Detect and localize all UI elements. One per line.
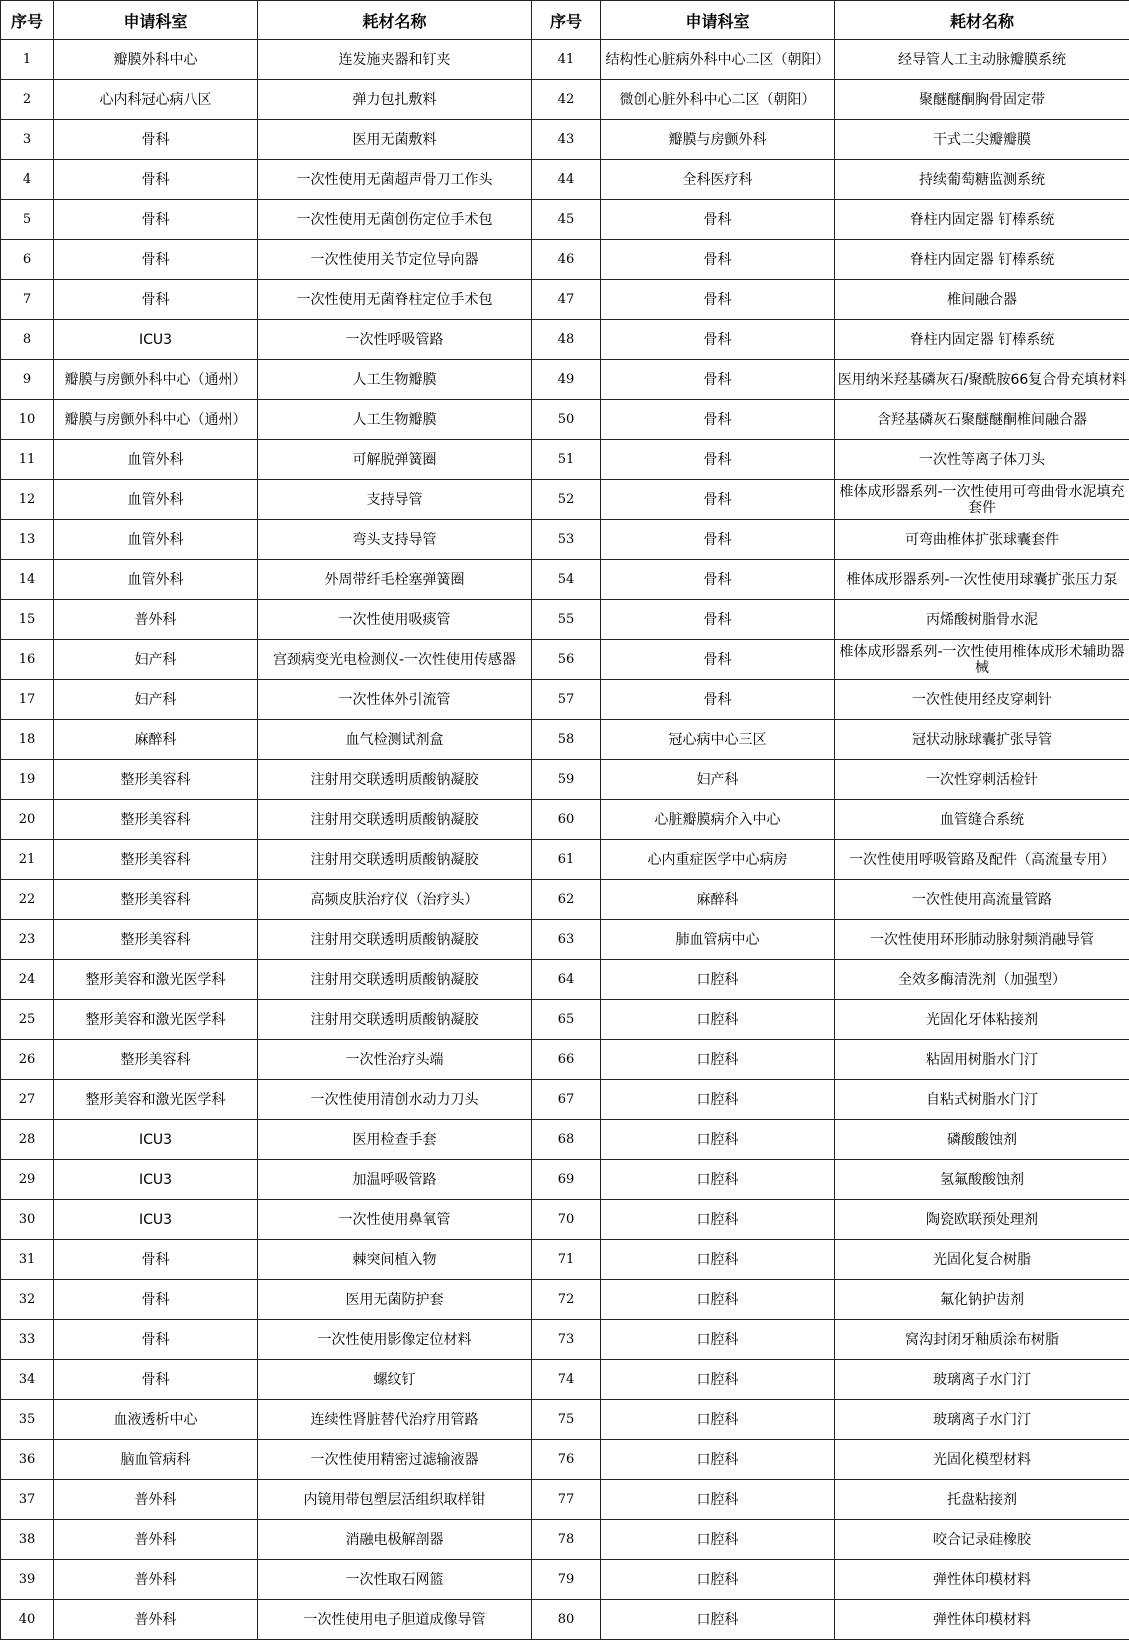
cell-dept-right: 口腔科 <box>601 1000 835 1040</box>
cell-no-right: 63 <box>532 920 601 960</box>
cell-item-left: 注射用交联透明质酸钠凝胶 <box>258 920 532 960</box>
cell-no-left: 36 <box>1 1440 54 1480</box>
cell-no-right: 78 <box>532 1520 601 1560</box>
cell-item-right: 窝沟封闭牙釉质涂布树脂 <box>835 1320 1129 1360</box>
cell-dept-left: 骨科 <box>54 240 258 280</box>
cell-dept-left: 心内科冠心病八区 <box>54 80 258 120</box>
cell-dept-right: 妇产科 <box>601 760 835 800</box>
table-row <box>1 280 1129 320</box>
cell-no-right: 48 <box>532 320 601 360</box>
cell-dept-left: 血管外科 <box>54 440 258 480</box>
cell-item-right: 光固化复合树脂 <box>835 1240 1129 1280</box>
table-row <box>1 480 1129 520</box>
cell-dept-left: 骨科 <box>54 1240 258 1280</box>
cell-no-left: 1 <box>1 40 54 80</box>
cell-dept-right: 结构性心脏病外科中心二区（朝阳） <box>601 40 835 80</box>
cell-no-left: 11 <box>1 440 54 480</box>
cell-dept-left: 整形美容科 <box>54 840 258 880</box>
cell-item-left: 弯头支持导管 <box>258 520 532 560</box>
cell-item-right: 氢氟酸酸蚀剂 <box>835 1160 1129 1200</box>
cell-no-left: 27 <box>1 1080 54 1120</box>
cell-dept-left: 普外科 <box>54 1560 258 1600</box>
cell-dept-right: 麻醉科 <box>601 880 835 920</box>
cell-dept-right: 口腔科 <box>601 1400 835 1440</box>
table-row <box>1 920 1129 960</box>
header-item-right: 耗材名称 <box>835 1 1129 40</box>
cell-no-right: 61 <box>532 840 601 880</box>
cell-item-left: 一次性使用鼻氧管 <box>258 1200 532 1240</box>
cell-dept-right: 口腔科 <box>601 1320 835 1360</box>
cell-dept-left: 脑血管病科 <box>54 1440 258 1480</box>
cell-item-left: 一次性使用清创水动力刀头 <box>258 1080 532 1120</box>
cell-item-left: 医用无菌敷料 <box>258 120 532 160</box>
cell-item-left: 可解脱弹簧圈 <box>258 440 532 480</box>
cell-item-left: 一次性使用影像定位材料 <box>258 1320 532 1360</box>
cell-item-left: 人工生物瓣膜 <box>258 360 532 400</box>
cell-no-left: 19 <box>1 760 54 800</box>
cell-no-right: 50 <box>532 400 601 440</box>
cell-item-right: 玻璃离子水门汀 <box>835 1400 1129 1440</box>
cell-no-right: 69 <box>532 1160 601 1200</box>
table-row <box>1 440 1129 480</box>
cell-item-left: 连续性肾脏替代治疗用管路 <box>258 1400 532 1440</box>
cell-no-right: 64 <box>532 960 601 1000</box>
cell-dept-left: 麻醉科 <box>54 720 258 760</box>
cell-item-right: 脊柱内固定器 钉棒系统 <box>835 200 1129 240</box>
cell-dept-left: 整形美容科 <box>54 880 258 920</box>
cell-item-right: 粘固用树脂水门汀 <box>835 1040 1129 1080</box>
cell-item-left: 一次性取石网篮 <box>258 1560 532 1600</box>
cell-dept-left: 普外科 <box>54 1600 258 1640</box>
cell-dept-right: 口腔科 <box>601 1480 835 1520</box>
table-row <box>1 1320 1129 1360</box>
cell-no-right: 75 <box>532 1400 601 1440</box>
cell-item-left: 注射用交联透明质酸钠凝胶 <box>258 840 532 880</box>
cell-no-right: 59 <box>532 760 601 800</box>
cell-no-left: 30 <box>1 1200 54 1240</box>
cell-dept-right: 口腔科 <box>601 1200 835 1240</box>
table-row <box>1 1360 1129 1400</box>
cell-no-left: 10 <box>1 400 54 440</box>
cell-no-right: 71 <box>532 1240 601 1280</box>
cell-item-right: 托盘粘接剂 <box>835 1480 1129 1520</box>
cell-no-left: 8 <box>1 320 54 360</box>
cell-dept-right: 骨科 <box>601 400 835 440</box>
cell-dept-left: 整形美容和激光医学科 <box>54 960 258 1000</box>
table-row <box>1 1480 1129 1520</box>
cell-item-right: 椎体成形器系列-一次性使用球囊扩张压力泵 <box>835 560 1129 600</box>
cell-item-right: 光固化模型材料 <box>835 1440 1129 1480</box>
cell-dept-right: 骨科 <box>601 360 835 400</box>
cell-item-left: 一次性体外引流管 <box>258 680 532 720</box>
table-row <box>1 1120 1129 1160</box>
cell-dept-right: 骨科 <box>601 440 835 480</box>
cell-item-left: 高频皮肤治疗仪（治疗头） <box>258 880 532 920</box>
header-item-left: 耗材名称 <box>258 1 532 40</box>
table-row <box>1 1080 1129 1120</box>
cell-no-left: 33 <box>1 1320 54 1360</box>
cell-dept-left: 骨科 <box>54 1360 258 1400</box>
header-row <box>1 1 1129 40</box>
cell-dept-right: 口腔科 <box>601 1120 835 1160</box>
cell-dept-left: 普外科 <box>54 1480 258 1520</box>
cell-no-right: 70 <box>532 1200 601 1240</box>
cell-dept-right: 全科医疗科 <box>601 160 835 200</box>
cell-item-left: 一次性使用无菌创伤定位手术包 <box>258 200 532 240</box>
cell-item-left: 连发施夹器和钉夹 <box>258 40 532 80</box>
cell-item-left: 一次性使用无菌超声骨刀工作头 <box>258 160 532 200</box>
cell-item-left: 注射用交联透明质酸钠凝胶 <box>258 960 532 1000</box>
cell-no-left: 9 <box>1 360 54 400</box>
cell-no-right: 54 <box>532 560 601 600</box>
cell-item-left: 血气检测试剂盒 <box>258 720 532 760</box>
cell-no-left: 13 <box>1 520 54 560</box>
table-row <box>1 760 1129 800</box>
header-dept-right: 申请科室 <box>601 1 835 40</box>
cell-dept-right: 口腔科 <box>601 960 835 1000</box>
table-row <box>1 640 1129 680</box>
cell-no-right: 45 <box>532 200 601 240</box>
cell-dept-left: ICU3 <box>54 1120 258 1160</box>
cell-dept-left: 血液透析中心 <box>54 1400 258 1440</box>
cell-item-left: 一次性使用吸痰管 <box>258 600 532 640</box>
cell-item-right: 医用纳米羟基磷灰石/聚酰胺66复合骨充填材料 <box>835 360 1129 400</box>
table-row <box>1 120 1129 160</box>
cell-item-left: 宫颈病变光电检测仪-一次性使用传感器 <box>258 640 532 680</box>
cell-item-right: 血管缝合系统 <box>835 800 1129 840</box>
table-row <box>1 1600 1129 1640</box>
cell-no-right: 67 <box>532 1080 601 1120</box>
cell-item-left: 一次性使用精密过滤输液器 <box>258 1440 532 1480</box>
table-row <box>1 1400 1129 1440</box>
cell-item-left: 医用检查手套 <box>258 1120 532 1160</box>
cell-dept-right: 骨科 <box>601 680 835 720</box>
cell-no-left: 31 <box>1 1240 54 1280</box>
cell-item-left: 人工生物瓣膜 <box>258 400 532 440</box>
cell-no-left: 15 <box>1 600 54 640</box>
cell-item-right: 一次性使用高流量管路 <box>835 880 1129 920</box>
cell-dept-left: 骨科 <box>54 200 258 240</box>
table-row <box>1 1280 1129 1320</box>
cell-no-right: 52 <box>532 480 601 520</box>
cell-dept-right: 瓣膜与房颤外科 <box>601 120 835 160</box>
cell-no-left: 4 <box>1 160 54 200</box>
cell-dept-left: 整形美容科 <box>54 760 258 800</box>
table-body <box>1 40 1129 1640</box>
table-row <box>1 1560 1129 1600</box>
cell-no-left: 24 <box>1 960 54 1000</box>
cell-item-left: 一次性使用关节定位导向器 <box>258 240 532 280</box>
cell-dept-right: 口腔科 <box>601 1520 835 1560</box>
table-row <box>1 880 1129 920</box>
cell-dept-right: 口腔科 <box>601 1160 835 1200</box>
cell-no-left: 6 <box>1 240 54 280</box>
cell-dept-left: 血管外科 <box>54 520 258 560</box>
cell-dept-left: 整形美容科 <box>54 800 258 840</box>
cell-item-right: 自粘式树脂水门汀 <box>835 1080 1129 1120</box>
cell-no-right: 65 <box>532 1000 601 1040</box>
cell-item-left: 消融电极解剖器 <box>258 1520 532 1560</box>
cell-item-left: 弹力包扎敷料 <box>258 80 532 120</box>
table-row <box>1 720 1129 760</box>
table-row <box>1 1240 1129 1280</box>
cell-no-left: 23 <box>1 920 54 960</box>
cell-dept-left: 骨科 <box>54 1320 258 1360</box>
cell-dept-left: 整形美容科 <box>54 1040 258 1080</box>
cell-dept-left: 普外科 <box>54 1520 258 1560</box>
cell-item-right: 一次性使用环形肺动脉射频消融导管 <box>835 920 1129 960</box>
cell-item-right: 陶瓷欧联预处理剂 <box>835 1200 1129 1240</box>
header-dept-left: 申请科室 <box>54 1 258 40</box>
cell-no-right: 41 <box>532 40 601 80</box>
table-row <box>1 80 1129 120</box>
cell-no-left: 28 <box>1 1120 54 1160</box>
table-row <box>1 1200 1129 1240</box>
cell-dept-right: 骨科 <box>601 560 835 600</box>
cell-item-left: 外周带纤毛栓塞弹簧圈 <box>258 560 532 600</box>
cell-item-right: 干式二尖瓣瓣膜 <box>835 120 1129 160</box>
cell-dept-right: 肺血管病中心 <box>601 920 835 960</box>
cell-item-right: 一次性使用呼吸管路及配件（高流量专用） <box>835 840 1129 880</box>
cell-dept-left: 瓣膜与房颤外科中心（通州） <box>54 400 258 440</box>
cell-dept-left: ICU3 <box>54 320 258 360</box>
table-row <box>1 840 1129 880</box>
table-row <box>1 600 1129 640</box>
cell-item-left: 一次性使用无菌脊柱定位手术包 <box>258 280 532 320</box>
cell-no-right: 74 <box>532 1360 601 1400</box>
cell-item-right: 丙烯酸树脂骨水泥 <box>835 600 1129 640</box>
table-row <box>1 1000 1129 1040</box>
cell-dept-right: 口腔科 <box>601 1280 835 1320</box>
cell-no-left: 34 <box>1 1360 54 1400</box>
cell-item-right: 一次性穿刺活检针 <box>835 760 1129 800</box>
cell-item-left: 支持导管 <box>258 480 532 520</box>
cell-dept-left: 普外科 <box>54 600 258 640</box>
cell-no-left: 25 <box>1 1000 54 1040</box>
cell-no-right: 51 <box>532 440 601 480</box>
cell-dept-left: 血管外科 <box>54 560 258 600</box>
cell-dept-left: 妇产科 <box>54 680 258 720</box>
cell-item-right: 椎体成形器系列-一次性使用椎体成形术辅助器械 <box>835 640 1129 680</box>
cell-dept-right: 骨科 <box>601 240 835 280</box>
cell-item-right: 一次性使用经皮穿刺针 <box>835 680 1129 720</box>
cell-item-left: 一次性治疗头端 <box>258 1040 532 1080</box>
table-row <box>1 560 1129 600</box>
table-row <box>1 360 1129 400</box>
cell-no-left: 12 <box>1 480 54 520</box>
cell-no-left: 2 <box>1 80 54 120</box>
cell-no-right: 55 <box>532 600 601 640</box>
cell-no-right: 62 <box>532 880 601 920</box>
cell-no-left: 3 <box>1 120 54 160</box>
cell-dept-right: 口腔科 <box>601 1360 835 1400</box>
cell-dept-right: 骨科 <box>601 280 835 320</box>
cell-no-right: 49 <box>532 360 601 400</box>
cell-no-left: 38 <box>1 1520 54 1560</box>
cell-dept-left: 骨科 <box>54 160 258 200</box>
table-row <box>1 960 1129 1000</box>
table-row <box>1 160 1129 200</box>
cell-dept-right: 骨科 <box>601 600 835 640</box>
cell-dept-right: 口腔科 <box>601 1240 835 1280</box>
cell-item-right: 一次性等离子体刀头 <box>835 440 1129 480</box>
cell-item-left: 棘突间植入物 <box>258 1240 532 1280</box>
cell-no-right: 53 <box>532 520 601 560</box>
cell-item-left: 注射用交联透明质酸钠凝胶 <box>258 760 532 800</box>
cell-dept-right: 骨科 <box>601 480 835 520</box>
cell-item-right: 聚醚醚酮胸骨固定带 <box>835 80 1129 120</box>
cell-item-left: 注射用交联透明质酸钠凝胶 <box>258 1000 532 1040</box>
cell-dept-right: 口腔科 <box>601 1560 835 1600</box>
table-row <box>1 1040 1129 1080</box>
cell-item-right: 氟化钠护齿剂 <box>835 1280 1129 1320</box>
cell-no-right: 76 <box>532 1440 601 1480</box>
table-row <box>1 200 1129 240</box>
cell-dept-right: 心脏瓣膜病介入中心 <box>601 800 835 840</box>
cell-item-right: 弹性体印模材料 <box>835 1600 1129 1640</box>
table-row <box>1 680 1129 720</box>
cell-dept-left: ICU3 <box>54 1160 258 1200</box>
cell-dept-left: 骨科 <box>54 1280 258 1320</box>
cell-no-left: 40 <box>1 1600 54 1640</box>
cell-no-left: 21 <box>1 840 54 880</box>
cell-no-right: 56 <box>532 640 601 680</box>
cell-item-right: 冠状动脉球囊扩张导管 <box>835 720 1129 760</box>
table-row <box>1 1520 1129 1560</box>
cell-no-left: 29 <box>1 1160 54 1200</box>
cell-item-left: 一次性使用电子胆道成像导管 <box>258 1600 532 1640</box>
cell-item-right: 光固化牙体粘接剂 <box>835 1000 1129 1040</box>
cell-no-right: 73 <box>532 1320 601 1360</box>
cell-item-right: 全效多酶清洗剂（加强型） <box>835 960 1129 1000</box>
cell-dept-right: 骨科 <box>601 200 835 240</box>
cell-no-left: 39 <box>1 1560 54 1600</box>
cell-no-left: 16 <box>1 640 54 680</box>
cell-dept-right: 冠心病中心三区 <box>601 720 835 760</box>
cell-no-right: 58 <box>532 720 601 760</box>
cell-no-right: 60 <box>532 800 601 840</box>
cell-no-left: 26 <box>1 1040 54 1080</box>
cell-dept-left: 瓣膜外科中心 <box>54 40 258 80</box>
cell-item-left: 加温呼吸管路 <box>258 1160 532 1200</box>
cell-no-left: 18 <box>1 720 54 760</box>
cell-dept-right: 口腔科 <box>601 1040 835 1080</box>
cell-item-right: 磷酸酸蚀剂 <box>835 1120 1129 1160</box>
cell-no-right: 42 <box>532 80 601 120</box>
table-row <box>1 1440 1129 1480</box>
cell-item-right: 咬合记录硅橡胶 <box>835 1520 1129 1560</box>
cell-item-right: 椎间融合器 <box>835 280 1129 320</box>
cell-no-right: 44 <box>532 160 601 200</box>
cell-no-right: 80 <box>532 1600 601 1640</box>
cell-item-left: 内镜用带包塑层活组织取样钳 <box>258 1480 532 1520</box>
cell-dept-left: 骨科 <box>54 120 258 160</box>
header-no-right: 序号 <box>532 1 601 40</box>
table-row <box>1 40 1129 80</box>
cell-item-left: 医用无菌防护套 <box>258 1280 532 1320</box>
table-row <box>1 800 1129 840</box>
cell-dept-left: 骨科 <box>54 280 258 320</box>
header-no-left: 序号 <box>1 1 54 40</box>
cell-no-left: 7 <box>1 280 54 320</box>
cell-no-right: 66 <box>532 1040 601 1080</box>
cell-no-left: 14 <box>1 560 54 600</box>
cell-dept-left: ICU3 <box>54 1200 258 1240</box>
cell-no-left: 35 <box>1 1400 54 1440</box>
table-row <box>1 1160 1129 1200</box>
cell-dept-right: 心内重症医学中心病房 <box>601 840 835 880</box>
cell-dept-left: 妇产科 <box>54 640 258 680</box>
cell-dept-left: 整形美容和激光医学科 <box>54 1080 258 1120</box>
cell-no-left: 17 <box>1 680 54 720</box>
cell-item-right: 玻璃离子水门汀 <box>835 1360 1129 1400</box>
cell-no-right: 72 <box>532 1280 601 1320</box>
cell-dept-right: 口腔科 <box>601 1600 835 1640</box>
cell-item-right: 脊柱内固定器 钉棒系统 <box>835 240 1129 280</box>
cell-no-right: 47 <box>532 280 601 320</box>
cell-item-right: 经导管人工主动脉瓣膜系统 <box>835 40 1129 80</box>
cell-dept-left: 整形美容科 <box>54 920 258 960</box>
cell-item-left: 一次性呼吸管路 <box>258 320 532 360</box>
cell-item-right: 持续葡萄糖监测系统 <box>835 160 1129 200</box>
cell-no-right: 68 <box>532 1120 601 1160</box>
cell-no-left: 20 <box>1 800 54 840</box>
cell-no-left: 37 <box>1 1480 54 1520</box>
cell-no-right: 57 <box>532 680 601 720</box>
cell-dept-left: 整形美容和激光医学科 <box>54 1000 258 1040</box>
cell-dept-right: 骨科 <box>601 640 835 680</box>
cell-item-right: 椎体成形器系列-一次性使用可弯曲骨水泥填充套件 <box>835 480 1129 520</box>
cell-dept-right: 骨科 <box>601 520 835 560</box>
cell-no-right: 77 <box>532 1480 601 1520</box>
cell-item-right: 含羟基磷灰石聚醚醚酮椎间融合器 <box>835 400 1129 440</box>
cell-no-right: 79 <box>532 1560 601 1600</box>
table-row <box>1 520 1129 560</box>
cell-dept-right: 骨科 <box>601 320 835 360</box>
cell-no-left: 22 <box>1 880 54 920</box>
cell-item-right: 可弯曲椎体扩张球囊套件 <box>835 520 1129 560</box>
cell-dept-right: 微创心脏外科中心二区（朝阳） <box>601 80 835 120</box>
cell-dept-right: 口腔科 <box>601 1080 835 1120</box>
cell-item-left: 螺纹钉 <box>258 1360 532 1400</box>
cell-item-left: 注射用交联透明质酸钠凝胶 <box>258 800 532 840</box>
cell-dept-left: 瓣膜与房颤外科中心（通州） <box>54 360 258 400</box>
cell-no-left: 32 <box>1 1280 54 1320</box>
cell-no-right: 46 <box>532 240 601 280</box>
cell-no-left: 5 <box>1 200 54 240</box>
cell-item-right: 脊柱内固定器 钉棒系统 <box>835 320 1129 360</box>
table-row <box>1 400 1129 440</box>
table-row <box>1 320 1129 360</box>
table-row <box>1 240 1129 280</box>
cell-no-right: 43 <box>532 120 601 160</box>
cell-dept-left: 血管外科 <box>54 480 258 520</box>
cell-item-right: 弹性体印模材料 <box>835 1560 1129 1600</box>
cell-dept-right: 口腔科 <box>601 1440 835 1480</box>
